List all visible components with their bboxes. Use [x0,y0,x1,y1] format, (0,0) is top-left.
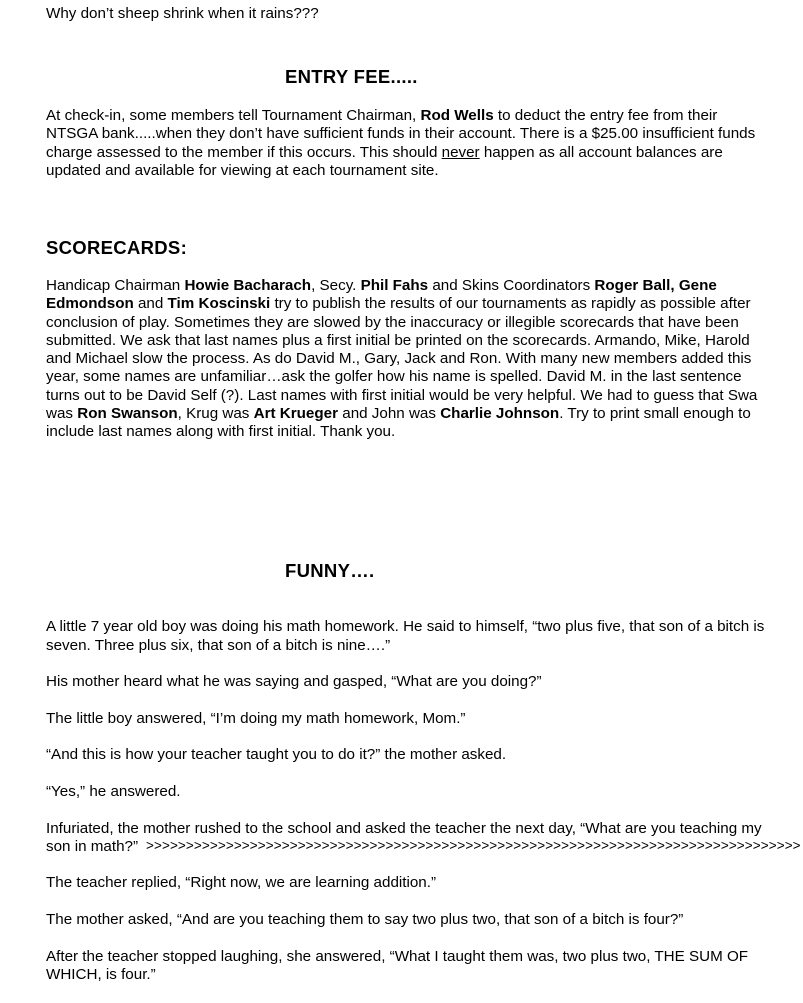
story-line: “Yes,” he answered. [46,782,181,800]
scorecards-text: . Try to print small enough to include last names along with first initial. Thank you. [46,405,756,441]
story-line: His mother heard what he was saying and gasped, “What are you doing?” [46,673,542,691]
arrow-divider: >>>>>>>>>>>>>>>>>>>>>>>>>>>>>>>>>>>>>>>>>>>>>>>>>>>>>>>>>>>>>>>>>>>>>>>>>>>>>>>>>> [146,838,801,853]
ron-swanson-name: Ron Swanson [77,405,178,423]
story-line: The teacher replied, “Right now, we are learning addition.” [46,874,437,892]
story-line: “And this is how your teacher taught you to do it?” the mother asked. [46,746,507,764]
scorecards-text: try to publish the results of our tournaments as rapidly as possible after conclusion of play. Sometimes they are slowed by the inaccuracy or illegible scorecards that have been submitted. We ask that last names plus a first initial be printed on the scorecards. Armando, Mike, Harold and Michael slow the process. As do David M., Gary, Jack and Ron. With many new members added this year, some names are unfamiliar…ask the golfer how his name is spelled. David M. in the last sentence turns out to be David Self (?). Last names with first initial would be very helpful. We had to guess that Swa was [46,295,762,423]
entry-fee-text: happen as all account balances are updated and available for viewing at each tournament site. [46,143,728,179]
scorecards-text: , Secy. [311,277,361,294]
never-underlined: never [441,143,480,161]
funny-story [46,600,769,1003]
story-line: After the teacher stopped laughing, she answered, “What I taught them was, two plus two, THE SUM OF WHICH, is four.” [46,947,753,983]
phil-fahs-name: Phil Fahs [360,277,429,294]
story-line: Infuriated, the mother rushed to the school and asked the teacher the next day, “What are you teaching my son in math?” [46,819,766,855]
story-line: The mother asked, “And are you teaching them to say two plus two, that son of a bitch is four?” [46,911,684,929]
story-line: A little 7 year old boy was doing his math homework. He said to himself, “two plus five, that son of a bitch is seven. Three plus six, that son of a bitch is nine….” [46,618,769,654]
funny-heading: FUNNY…. [285,560,375,581]
top-joke-line: Why don’t sheep shrink when it rains??? [46,5,319,22]
howie-bacharach-name: Howie Bacharach [184,277,312,294]
entry-fee-heading: ENTRY FEE..... [285,66,418,87]
roger-ball-gene-edmondson-names: Roger Ball, Gene Edmondson [46,277,722,313]
entry-fee-text: to deduct the entry fee from their NTSGA bank.....when they don’t have sufficient funds in their account. There is a $25.00 insufficient funds charge assessed to the member if this occurs. This should [46,107,760,161]
scorecards-text: and John was [338,405,441,423]
rod-wells-name: Rod Wells [420,107,494,124]
entry-fee-text: At check-in, some members tell Tournament Chairman, [46,107,421,124]
story-line: The little boy answered, “I’m doing my math homework, Mom.” [46,709,466,727]
scorecards-text: and [133,295,168,313]
scorecards-text: and Skins Coordinators [428,277,595,294]
entry-fee-paragraph [46,107,766,180]
scorecards-paragraph [46,277,766,442]
scorecards-heading: SCORECARDS: [46,237,188,258]
art-krueger-name: Art Krueger [253,405,339,423]
scorecards-text: , Krug was [177,405,254,423]
charlie-johnson-name: Charlie Johnson [440,405,560,423]
scorecards-text: Handicap Chairman [46,277,185,294]
tim-koscinski-name: Tim Koscinski [167,295,271,313]
